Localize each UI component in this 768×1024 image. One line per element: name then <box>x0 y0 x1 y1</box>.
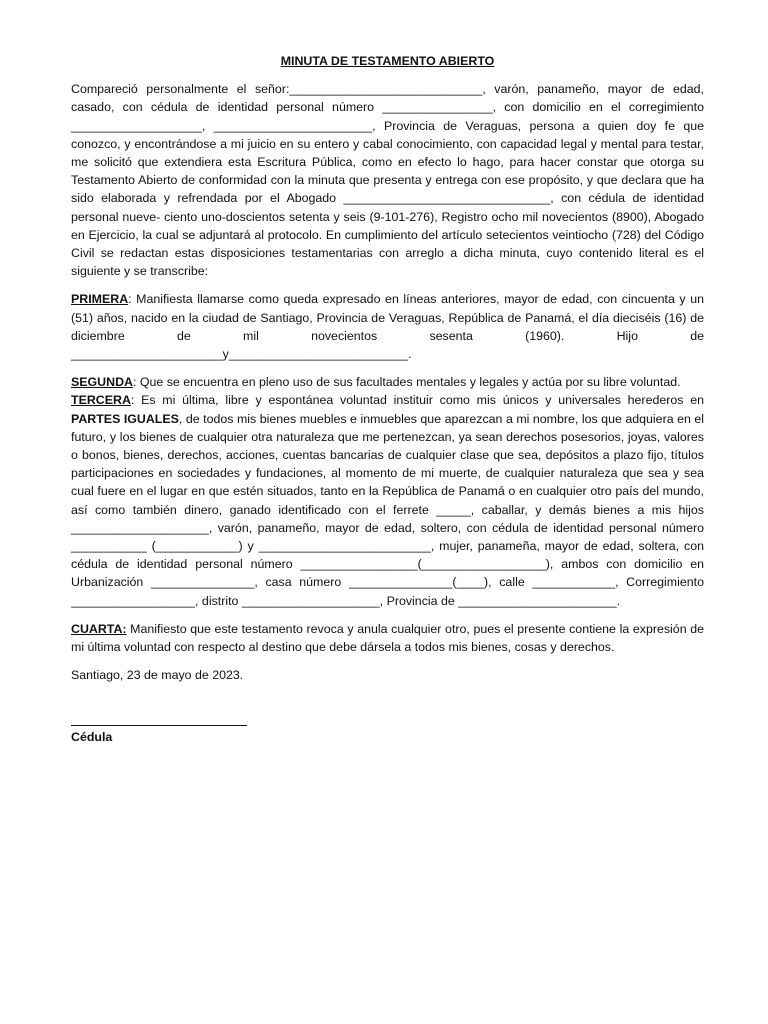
clause-tercera <box>71 391 704 609</box>
clause-primera-text: : Manifiesta llamarse como queda expresado en líneas anteriores, mayor de edad, con cincuenta y un (51) años, nacido en la ciudad de Santiago, Provincia de Veraguas, República de Panamá, el día dieciséis (16) de diciembre de mil novecientos sesenta (1960). Hijo de ______________________y__________________________. <box>71 292 704 362</box>
clause-cuarta-label: CUARTA: <box>71 621 127 636</box>
clause-segunda-text: : Que se encuentra en pleno uso de sus facultades mentales y legales y actúa por su libre voluntad. <box>132 375 681 390</box>
clause-cuarta-text: Manifiesto que este testamento revoca y anula cualquier otro, pues el presente contiene la expresión de mi última voluntad con respecto al destino que debe dársela a todos mis bienes, cosas y derechos. <box>71 621 704 655</box>
clause-primera-label: PRIMERA <box>71 292 129 307</box>
place-date: Santiago, 23 de mayo de 2023. <box>71 668 244 683</box>
clause-segunda <box>71 373 704 391</box>
clause-tercera-emphasis: PARTES IGUALES <box>71 411 179 426</box>
intro-paragraph: Compareció personalmente el señor:____________________________, varón, panameño, mayor de edad, casado, con cédula de identidad personal número ________________, con domicilio en el corregimiento ___________________, _______________________, Provincia de Veraguas, persona a quien doy fe que conozco, y encontrándose a mi juicio en su entero y cabal conocimiento, con capacidad legal y mental para testar, me solicitó que extendiera esta Escritura Pública, como en efecto lo hago, para hacer constar que otorga su Testamento Abierto de conformidad con la minuta que presenta y entrega con ese propósito, y que declara que ha sido elaborada y refrendada por el Abogado ______________________________, con cédula de identidad personal nueve- ciento uno-doscientos setenta y seis (9-101-276), Registro ocho mil novecientos (8900), Abogado en Ejercicio, la cual se adjuntará al protocolo. En cumplimiento del artículo setecientos veintiocho (728) del Código Civil se redactan estas disposiciones testamentarias con arreglo a dicha minuta, cuyo contenido literal es el siguiente y se transcribe: <box>71 82 704 279</box>
clause-cuarta <box>71 620 704 656</box>
clause-tercera-text-a: : Es mi última, libre y espontánea voluntad instituir como mis únicos y universales herederos en <box>130 393 704 408</box>
clause-tercera-label: TERCERA <box>71 393 131 408</box>
clause-primera <box>71 290 704 363</box>
document-title: MINUTA DE TESTAMENTO ABIERTO <box>280 54 495 68</box>
signature-line <box>71 725 247 726</box>
clause-segunda-label: SEGUNDA <box>71 375 133 390</box>
signature-caption: Cédula <box>71 729 113 744</box>
clause-tercera-text-b: , de todos mis bienes muebles e inmuebles que aparezcan a mi nombre, los que adquiera en el futuro, y los bienes de cualquier otra naturaleza que me pertenezcan, ya sean derechos posesorios, joyas, valores o bonos, bienes, derechos, acciones, cuentas bancarias de cualquier clase que sea, depósitos a plazo fijo, títulos participaciones en sociedades y fundaciones, al momento de mi muerte, de cualquier naturaleza que sea y sea cual fuere en el lugar en que estén situados, tanto en la República de Panamá o en cualquier otro país del mundo, así como también dinero, ganado identificado con el ferrete _____, caballar, y demás bienes a mis hijos ____________________, varón, panameño, mayor de edad, soltero, con cédula de identidad personal número ___________ (____________) y _________________________, mujer, panameña, mayor de edad, soltera, con cédula de identidad personal número _________________(__________________), ambos con domicilio en Urbanización _______________, casa número _______________(____), calle ____________, Corregimiento __________________, distrito ____________________, Provincia de _______________________. <box>71 411 705 608</box>
